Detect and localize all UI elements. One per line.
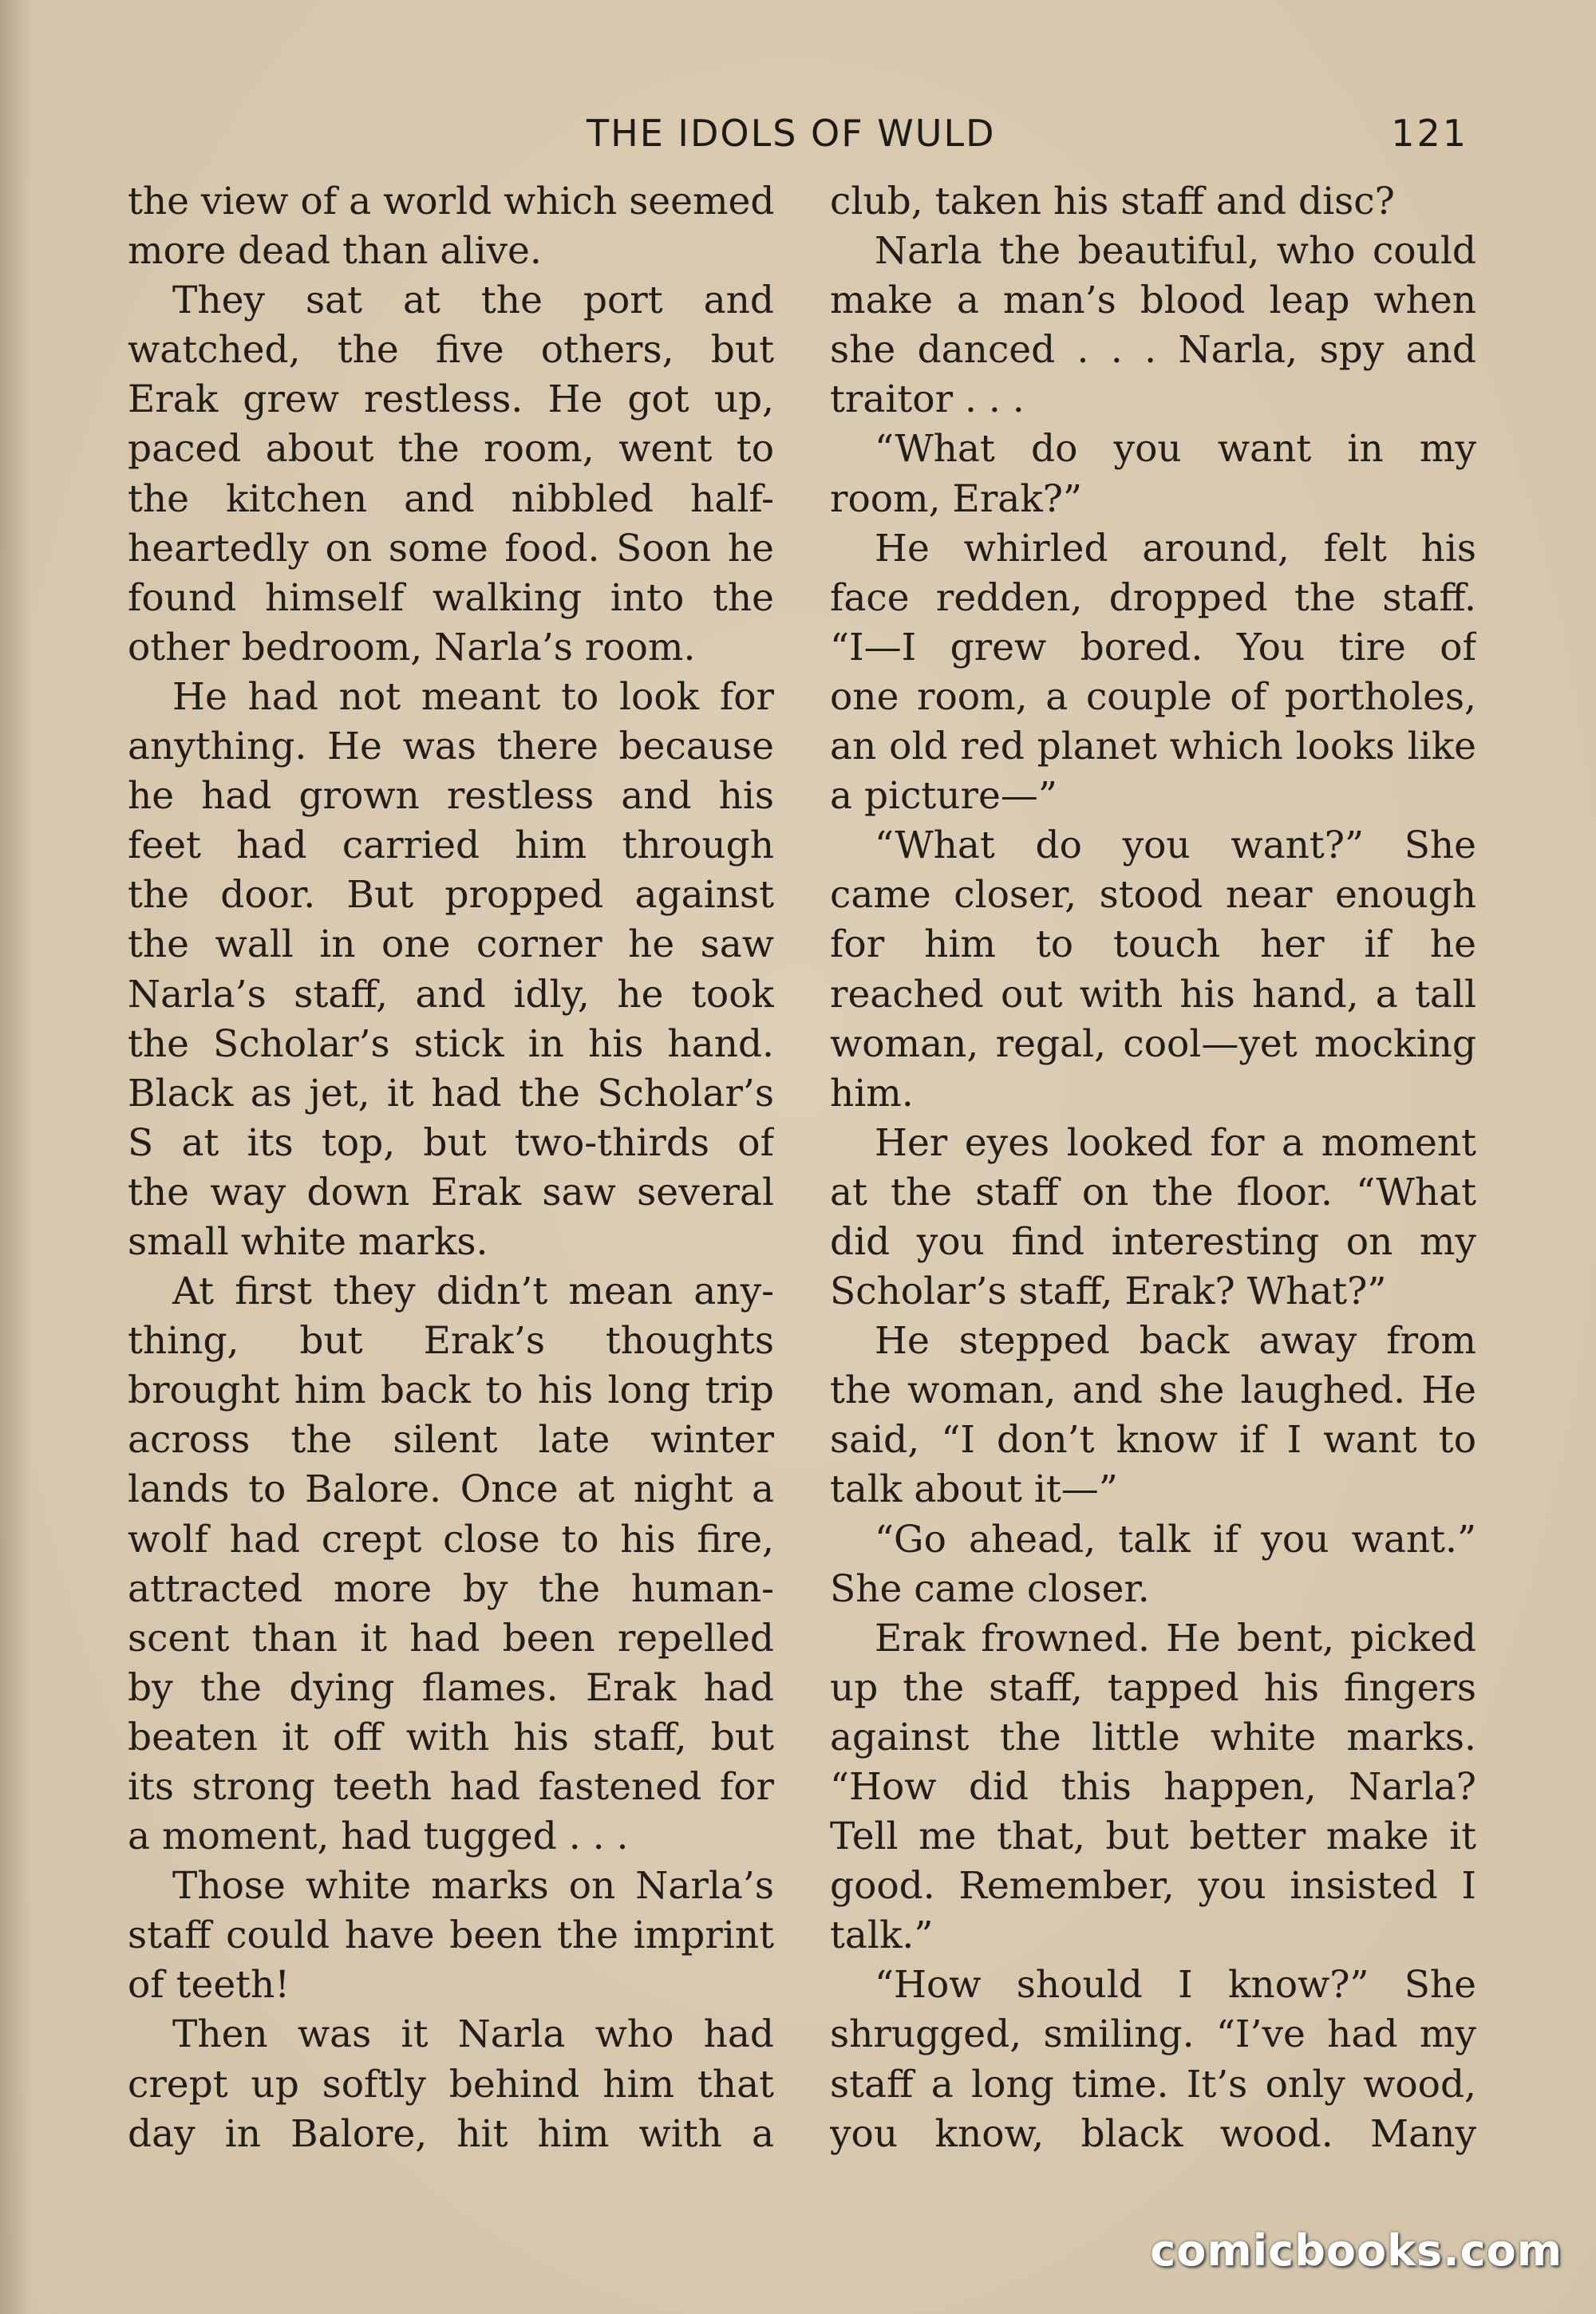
text-line: Her eyes looked for a moment xyxy=(875,1120,1476,1165)
text-line: she danced . . . Narla, spy and xyxy=(830,328,1476,373)
text-line: “I—I grew bored. You tire of xyxy=(830,625,1476,669)
text-line: face redden, dropped the staff. xyxy=(830,575,1476,620)
text-line: “What do you want?” She xyxy=(875,823,1476,868)
text-line: talk about it—” xyxy=(830,1467,1118,1512)
text-line: did you find interesting on my xyxy=(830,1219,1476,1264)
text-line: club, taken his staff and disc? xyxy=(830,180,1395,223)
text-line: staff a long time. It’s only wood, xyxy=(830,2062,1476,2107)
text-line: crept up softly behind him that xyxy=(128,2062,774,2107)
text-line: other bedroom, Narla’s room. xyxy=(128,625,696,669)
text-line: He had not meant to look for xyxy=(172,674,774,719)
text-line: paced about the room, went to xyxy=(128,427,774,472)
text-line: staff could have been the imprint xyxy=(128,1913,774,1958)
text-line: the kitchen and nibbled half- xyxy=(128,476,774,521)
text-line: the door. But propped against xyxy=(128,873,774,918)
watermark: comicbooks.com xyxy=(1150,2225,1562,2276)
text-line: woman, regal, cool—yet mocking xyxy=(830,1021,1476,1066)
text-line: He whirled around, felt his xyxy=(875,526,1476,571)
text-line: day in Balore, hit him with a xyxy=(128,2111,774,2156)
text-line: lands to Balore. Once at night a xyxy=(128,1467,774,1512)
text-line: the woman, and she laughed. He xyxy=(830,1368,1476,1413)
text-line: traitor . . . xyxy=(830,377,1025,422)
text-line: him. xyxy=(830,1071,914,1116)
text-line: more dead than alive. xyxy=(128,229,542,274)
text-line: They sat at the port and xyxy=(172,278,774,323)
text-line: Those white marks on Narla’s xyxy=(172,1864,774,1909)
left-text-column xyxy=(128,177,774,2159)
text-line: Scholar’s staff, Erak? What?” xyxy=(830,1270,1387,1314)
text-line: Erak grew restless. He got up, xyxy=(128,377,774,422)
text-line: up the staff, tapped his fingers xyxy=(830,1665,1476,1710)
text-line: “What do you want in my xyxy=(875,427,1476,472)
running-title: THE IDOLS OF WULD xyxy=(587,112,996,155)
text-line: S at its top, but two-thirds of xyxy=(128,1120,774,1165)
text-line: he had grown restless and his xyxy=(128,774,774,819)
text-line: you know, black wood. Many xyxy=(830,2111,1476,2156)
text-line: a picture—” xyxy=(830,774,1057,819)
text-line: Then was it Narla who had xyxy=(172,2012,774,2057)
text-line: beaten it off with his staff, but xyxy=(128,1715,774,1759)
text-line: Black as jet, it had the Scholar’s xyxy=(128,1071,774,1116)
text-line: came closer, stood near enough xyxy=(830,873,1476,918)
text-line: Tell me that, but better make it xyxy=(830,1814,1476,1859)
text-line: room, Erak?” xyxy=(830,476,1083,521)
text-line: reached out with his hand, a tall xyxy=(830,972,1476,1017)
text-line: Erak frowned. He bent, picked xyxy=(875,1616,1476,1660)
text-line: talk.” xyxy=(830,1913,934,1958)
right-text-column xyxy=(830,177,1476,2159)
text-line: its strong teeth had fastened for xyxy=(128,1765,774,1809)
text-line: Narla the beautiful, who could xyxy=(875,229,1476,274)
text-line: thing, but Erak’s thoughts xyxy=(128,1319,774,1364)
text-line: of teeth! xyxy=(128,1963,290,2008)
text-line: found himself walking into the xyxy=(128,575,774,620)
text-line: one room, a couple of portholes, xyxy=(830,674,1476,719)
text-line: “Go ahead, talk if you want.” xyxy=(875,1517,1476,1562)
text-line: brought him back to his long trip xyxy=(128,1368,774,1413)
text-line: watched, the five others, but xyxy=(128,328,774,373)
text-line: He stepped back away from xyxy=(875,1319,1476,1364)
text-line: At first they didn’t mean any- xyxy=(172,1270,774,1314)
text-line: wolf had crept close to his fire, xyxy=(128,1517,774,1562)
text-line: “How did this happen, Narla? xyxy=(830,1765,1476,1809)
text-line: by the dying flames. Erak had xyxy=(128,1665,774,1710)
text-line: shrugged, smiling. “I’ve had my xyxy=(830,2012,1476,2057)
text-line: the wall in one corner he saw xyxy=(128,922,774,967)
page-edge-shadow xyxy=(0,0,32,2314)
page-header xyxy=(128,112,1468,160)
text-line: the view of a world which seemed xyxy=(128,180,774,223)
text-line: at the staff on the floor. “What xyxy=(830,1170,1476,1214)
text-line: for him to touch her if he xyxy=(830,922,1476,967)
text-line: a moment, had tugged . . . xyxy=(128,1814,629,1859)
text-line: anything. He was there because xyxy=(128,725,774,769)
text-line: heartedly on some food. Soon he xyxy=(128,526,774,571)
text-line: an old red planet which looks like xyxy=(830,725,1476,769)
text-line: said, “I don’t know if I want to xyxy=(830,1418,1476,1463)
text-line: Narla’s staff, and idly, he took xyxy=(128,972,774,1017)
text-line: scent than it had been repelled xyxy=(128,1616,774,1660)
text-line: She came closer. xyxy=(830,1566,1150,1611)
text-line: across the silent late winter xyxy=(128,1418,774,1463)
text-line: the Scholar’s stick in his hand. xyxy=(128,1021,774,1066)
text-line: attracted more by the human- xyxy=(128,1566,774,1611)
text-line: against the little white marks. xyxy=(830,1715,1476,1759)
text-line: make a man’s blood leap when xyxy=(830,278,1476,323)
text-line: the way down Erak saw several xyxy=(128,1170,774,1214)
text-line: good. Remember, you insisted I xyxy=(830,1864,1476,1909)
page-number: 121 xyxy=(1391,112,1468,155)
text-line: feet had carried him through xyxy=(128,823,774,868)
text-line: “How should I know?” She xyxy=(875,1963,1476,2008)
text-line: small white marks. xyxy=(128,1219,488,1264)
